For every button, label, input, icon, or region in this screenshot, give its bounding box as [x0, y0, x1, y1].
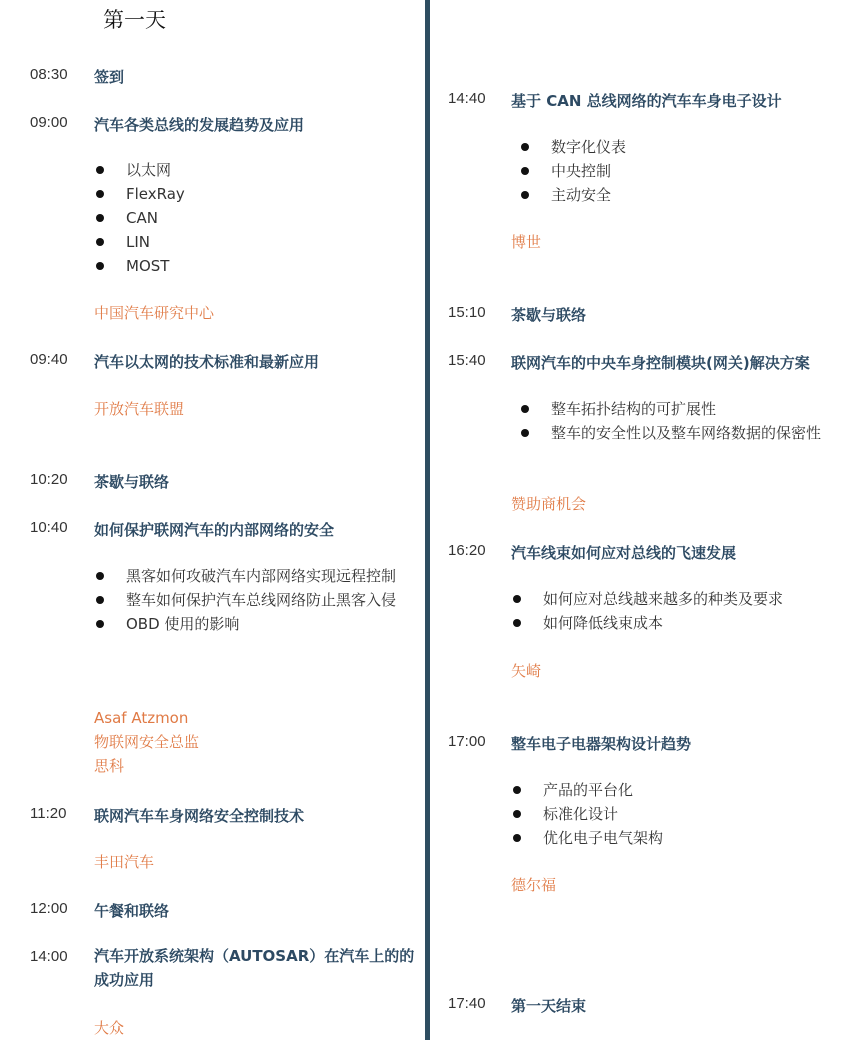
session-title: 午餐和联络	[94, 902, 170, 920]
session-title: 如何保护联网汽车的内部网络的安全	[94, 521, 335, 539]
session-title: 整车电子电器架构设计趋势	[511, 735, 692, 753]
speaker-organization: 丰田汽车	[94, 853, 155, 871]
list-item: OBD 使用的影响	[94, 612, 416, 636]
speaker-organization: 中国汽车研究中心	[94, 304, 215, 322]
session-title: 第一天结束	[511, 997, 587, 1015]
list-item: 标准化设计	[511, 802, 831, 826]
list-item: 数字化仪表	[519, 135, 839, 159]
session-time: 09:00	[30, 114, 68, 131]
session-time: 17:00	[448, 733, 486, 750]
session-time: 15:10	[448, 304, 486, 321]
session-title: 汽车以太网的技术标准和最新应用	[94, 353, 320, 371]
session-title: 签到	[94, 68, 125, 86]
list-item: 以太网	[94, 158, 414, 182]
topic-list	[94, 564, 416, 636]
speaker-organization: 德尔福	[511, 876, 557, 894]
session-title: 汽车各类总线的发展趋势及应用	[94, 116, 305, 134]
session-title: 汽车开放系统架构（AUTOSAR）在汽车上的的成功应用	[94, 947, 415, 989]
column-divider	[425, 0, 430, 1040]
speaker-organization: 赞助商机会	[511, 495, 587, 513]
speaker-name: Asaf Atzmon	[94, 709, 189, 727]
session-title: 联网汽车的中央车身控制模块(网关)解决方案	[511, 354, 810, 372]
session-title: 联网汽车车身网络安全控制技术	[94, 807, 305, 825]
list-item: CAN	[94, 206, 414, 230]
session-title: 茶歇与联络	[94, 473, 170, 491]
list-item: FlexRay	[94, 182, 414, 206]
speaker-organization: 博世	[511, 233, 542, 251]
list-item: MOST	[94, 254, 414, 278]
topic-list	[94, 158, 414, 278]
session-time: 10:40	[30, 519, 68, 536]
topic-list	[511, 587, 831, 635]
session-time: 11:20	[30, 805, 67, 822]
speaker-organization: 开放汽车联盟	[94, 400, 185, 418]
speaker-role: 物联网安全总监	[94, 733, 200, 751]
speaker-organization: 矢崎	[511, 662, 542, 680]
list-item: 整车如何保护汽车总线网络防止黑客入侵	[94, 588, 416, 612]
session-time: 12:00	[30, 900, 68, 917]
list-item: 整车的安全性以及整车网络数据的保密性	[519, 421, 837, 445]
list-item: 黑客如何攻破汽车内部网络实现远程控制	[94, 564, 416, 588]
list-item: 中央控制	[519, 159, 839, 183]
speaker-organization: 大众	[94, 1019, 125, 1037]
session-time: 14:40	[448, 90, 486, 107]
topic-list	[519, 135, 839, 207]
session-time: 16:20	[448, 542, 486, 559]
session-title: 茶歇与联络	[511, 306, 587, 324]
topic-list	[519, 397, 837, 445]
list-item: LIN	[94, 230, 414, 254]
session-title: 基于 CAN 总线网络的汽车车身电子设计	[511, 92, 782, 110]
session-time: 14:00	[30, 948, 68, 965]
session-time: 17:40	[448, 995, 486, 1012]
session-time: 15:40	[448, 352, 486, 369]
list-item: 优化电子电气架构	[511, 826, 831, 850]
session-time: 08:30	[30, 66, 68, 83]
speaker-organization: 思科	[94, 757, 125, 775]
session-title: 汽车线束如何应对总线的飞速发展	[511, 544, 737, 562]
topic-list	[511, 778, 831, 850]
list-item: 产品的平台化	[511, 778, 831, 802]
session-time: 10:20	[30, 471, 68, 488]
day-title: 第一天	[103, 8, 166, 32]
list-item: 如何应对总线越来越多的种类及要求	[511, 587, 831, 611]
list-item: 整车拓扑结构的可扩展性	[519, 397, 837, 421]
list-item: 主动安全	[519, 183, 839, 207]
session-time: 09:40	[30, 351, 68, 368]
list-item: 如何降低线束成本	[511, 611, 831, 635]
